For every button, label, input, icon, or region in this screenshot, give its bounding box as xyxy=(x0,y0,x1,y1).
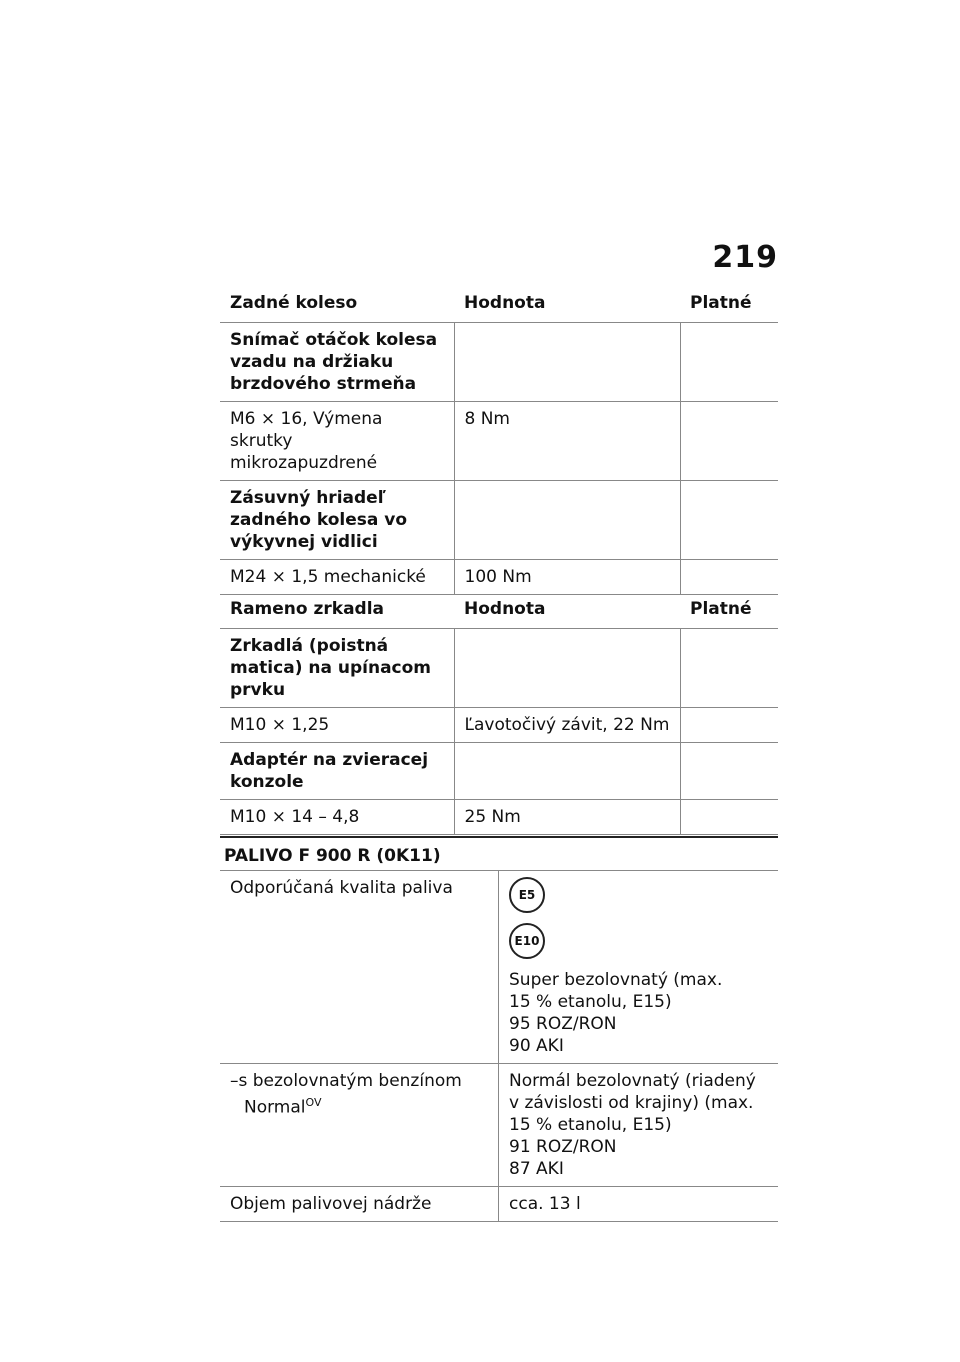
table-row xyxy=(220,1064,778,1187)
table-cell xyxy=(680,481,778,560)
e5-fuel-icon: E5 xyxy=(509,877,545,913)
table-cell: M10 × 14 – 4,8 xyxy=(220,800,454,835)
label-text: Normal xyxy=(244,1097,306,1118)
table-cell: 100 Nm xyxy=(454,560,680,595)
page-number: 219 xyxy=(712,240,778,275)
text-line: 15 % etanolu, E15) xyxy=(509,1115,672,1135)
fuel-section-title: PALIVO F 900 R (0K11) xyxy=(220,836,778,874)
column-header: Zadné koleso xyxy=(220,284,454,323)
table-cell: 8 Nm xyxy=(454,402,680,481)
text-line: 91 ROZ/RON xyxy=(509,1137,617,1157)
text-line: Normál bezolovnatý (riadený xyxy=(509,1071,756,1091)
table-row xyxy=(220,323,778,402)
table-cell: M24 × 1,5 mechanické xyxy=(220,560,454,595)
table-header-row xyxy=(220,590,778,629)
table-cell xyxy=(454,323,680,402)
table-cell xyxy=(499,871,779,1064)
table-cell xyxy=(680,800,778,835)
table-cell: Odporúčaná kvalita paliva xyxy=(220,871,499,1064)
column-header: Platné xyxy=(680,284,778,323)
table-cell: Snímač otáčok kolesa vzadu na držiaku brzdového strmeňa xyxy=(220,323,454,402)
text-line: Super bezolovnatý (max. xyxy=(509,970,723,990)
table-cell: M6 × 16, Výmena skrutky mikrozapuzdrené xyxy=(220,402,454,481)
column-header: Platné xyxy=(680,590,778,629)
text-line: –s bezolovnatým benzínom xyxy=(230,1071,462,1091)
table-row xyxy=(220,708,778,743)
text-line: 90 AKI xyxy=(509,1036,564,1056)
table-row xyxy=(220,743,778,800)
text-line: 15 % etanolu, E15) xyxy=(509,992,672,1012)
table-cell xyxy=(499,1064,779,1187)
table-cell xyxy=(680,402,778,481)
superscript: OV xyxy=(305,1096,322,1109)
text-line: 95 ROZ/RON xyxy=(509,1014,617,1034)
table-cell: M10 × 1,25 xyxy=(220,708,454,743)
table-cell: Zásuvný hriadeľ zadného kolesa vo výkyvnej vidlici xyxy=(220,481,454,560)
table-row xyxy=(220,402,778,481)
table-cell: Zrkadlá (poistná matica) na upínacom prvku xyxy=(220,629,454,708)
table-row xyxy=(220,800,778,835)
table-cell xyxy=(454,629,680,708)
mirror-arm-torque-table xyxy=(220,590,778,835)
text-line xyxy=(230,1092,488,1119)
e10-fuel-icon: E10 xyxy=(509,923,545,959)
text-line: 87 AKI xyxy=(509,1159,564,1179)
table-header-row xyxy=(220,284,778,323)
rear-wheel-torque-table xyxy=(220,284,778,595)
table-cell xyxy=(680,708,778,743)
table-row xyxy=(220,871,778,1064)
table-row xyxy=(220,481,778,560)
column-header: Hodnota xyxy=(454,590,680,629)
table-cell: Adaptér na zvieracej konzole xyxy=(220,743,454,800)
table-cell xyxy=(220,1064,499,1187)
table-cell: Ľavotočivý závit, 22 Nm xyxy=(454,708,680,743)
table-cell xyxy=(680,629,778,708)
fuel-table xyxy=(220,870,778,1222)
fuel-icons xyxy=(509,877,549,969)
table-cell: Objem palivovej nádrže xyxy=(220,1187,499,1222)
text-line: v závislosti od krajiny) (max. xyxy=(509,1093,754,1113)
table-cell xyxy=(454,743,680,800)
table-cell xyxy=(680,743,778,800)
table-cell xyxy=(680,323,778,402)
table-row xyxy=(220,629,778,708)
table-cell: 25 Nm xyxy=(454,800,680,835)
table-row xyxy=(220,1187,778,1222)
fuel-recommendation-text xyxy=(509,969,722,1057)
column-header: Rameno zrkadla xyxy=(220,590,454,629)
column-header: Hodnota xyxy=(454,284,680,323)
table-cell xyxy=(454,481,680,560)
table-cell: cca. 13 l xyxy=(499,1187,779,1222)
